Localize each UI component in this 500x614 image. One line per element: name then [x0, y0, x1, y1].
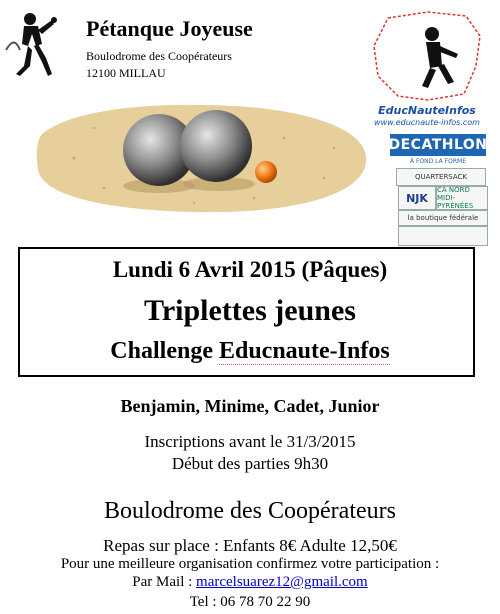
event-title: Triplettes jeunes [144, 294, 356, 327]
email-link[interactable]: marcelsuarez12@gmail.com [196, 574, 368, 590]
club-venue: Boulodrome des Coopérateurs [86, 49, 232, 63]
decathlon-logo: DECATHLON [390, 134, 486, 156]
mail-label: Par Mail : [132, 574, 197, 590]
meal-info: Repas sur place : Enfants 8€ Adulte 12,50€ [103, 536, 397, 555]
start-time: Début des parties 9h30 [171, 454, 329, 473]
credit-agricole-logo: CA NORD MIDI-PYRÉNÉES [436, 186, 488, 210]
categories: Benjamin, Minime, Cadet, Junior [120, 396, 380, 416]
boutique-federale-logo: la boutique fédérale [398, 210, 488, 226]
educnaute-logo: EducNauteInfos [378, 104, 476, 117]
educnaute-url: www.educnaute-infos.com [374, 118, 480, 127]
sponsor-logo-box [398, 226, 488, 246]
event-date: Lundi 6 Avril 2015 (Pâques) [112, 257, 388, 282]
club-name: Pétanque Joyeuse [86, 16, 253, 41]
quartersack-logo: QUARTERSACK [396, 168, 486, 186]
club-city: 12100 MILLAU [86, 66, 166, 80]
registration-deadline: Inscriptions avant le 31/3/2015 [144, 432, 356, 451]
challenge-name: Educnaute-Infos [218, 338, 390, 364]
event-challenge [0, 338, 500, 365]
sponsor-logo-box: NJK [398, 186, 436, 210]
decathlon-tagline: À FOND LA FORME [409, 158, 466, 165]
france-map-sponsor-image [368, 6, 486, 104]
contact-mail [0, 574, 500, 591]
organisation-note: Pour une meilleure organisation confirmez votre participation : [60, 556, 440, 572]
player-silhouette-logo [2, 10, 62, 80]
boules-banner-image [34, 98, 374, 218]
venue-name: Boulodrome des Coopérateurs [104, 498, 396, 524]
contact-phone: Tel : 06 78 70 22 90 [189, 594, 311, 610]
challenge-prefix: Challenge [110, 338, 219, 364]
